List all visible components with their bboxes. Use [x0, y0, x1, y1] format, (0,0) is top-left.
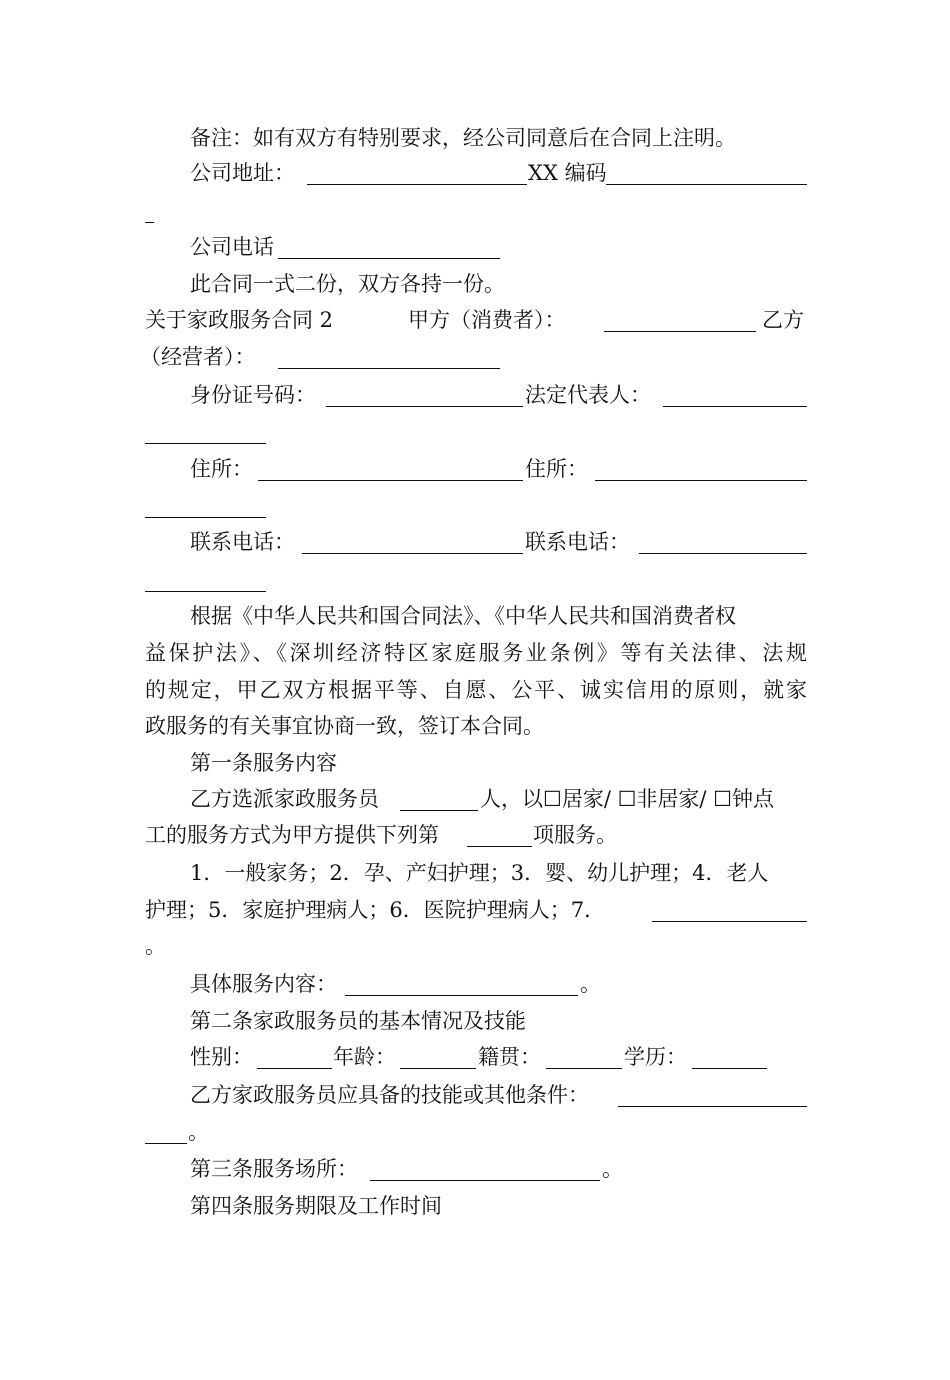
para1-line-2 — [0, 636, 950, 670]
other-service-blank[interactable] — [652, 921, 807, 922]
specific-content-end: 。 — [580, 972, 601, 996]
copies-text: 此合同一式二份，双方各持一份。 — [190, 272, 505, 296]
article1-text-1b: 人，以☐居家/ ☐非居家/ ☐钟点 — [480, 787, 774, 811]
skills-blank-continued — [0, 1115, 950, 1149]
article3-end: 。 — [602, 1157, 623, 1181]
services-text-2: 护理；5．家庭护理病人；6．医院护理病人；7． — [145, 898, 606, 922]
origin-label: 籍贯： — [478, 1045, 541, 1069]
party-b-blank[interactable] — [278, 368, 500, 369]
copies-line — [0, 267, 950, 301]
origin-blank[interactable] — [546, 1068, 622, 1069]
party-b-detail: （经营者）： — [140, 345, 256, 369]
residence-blank-continued — [0, 489, 950, 523]
xx-code-label: XX 编码 — [528, 161, 607, 185]
phone-label-b: 联系电话： — [525, 530, 630, 554]
article1-title: 第一条服务内容 — [190, 751, 337, 775]
company-phone-label: 公司电话 — [190, 235, 274, 259]
legal-rep-blank-end[interactable] — [145, 443, 266, 444]
company-address-blank[interactable] — [307, 184, 527, 185]
legal-rep-blank[interactable] — [663, 406, 807, 407]
services-text-1: 1．一般家务；2．孕、产妇护理；3．婴、幼儿护理；4．老人 — [190, 861, 769, 885]
residence-a-blank[interactable] — [258, 480, 523, 481]
specific-content-label: 具体服务内容： — [190, 972, 337, 996]
services-end-line — [0, 929, 950, 963]
article1-text-1a: 乙方选派家政服务员 — [190, 787, 379, 811]
gender-blank[interactable] — [257, 1068, 332, 1069]
article1-line-2 — [0, 818, 950, 852]
residence-b-blank[interactable] — [595, 480, 807, 481]
education-blank[interactable] — [692, 1068, 767, 1069]
xx-code-blank[interactable] — [606, 184, 807, 185]
party-b-line — [0, 340, 950, 374]
para1-text-1: 根据《中华人民共和国合同法》、《中华人民共和国消费者权 — [190, 604, 736, 628]
skills-blank[interactable] — [618, 1106, 807, 1107]
phone-b-blank-end[interactable] — [145, 591, 266, 592]
services-line-1 — [0, 856, 950, 890]
para1-line-4 — [0, 709, 950, 743]
id-label: 身份证号码： — [190, 383, 316, 407]
company-address-line — [0, 156, 950, 190]
legal-rep-label: 法定代表人： — [525, 383, 651, 407]
para1-line-1 — [0, 599, 950, 633]
article3-line — [0, 1152, 950, 1186]
phone-label-a: 联系电话： — [190, 530, 295, 554]
staff-count-blank[interactable] — [400, 810, 478, 811]
staff-info-line — [0, 1040, 950, 1074]
skills-blank-end[interactable] — [145, 1143, 187, 1144]
note-text: 备注：如有双方有特别要求，经公司同意后在合同上注明。 — [190, 126, 736, 150]
age-blank[interactable] — [400, 1068, 476, 1069]
article1-line-1 — [0, 782, 950, 816]
article3-label: 第三条服务场所： — [190, 1157, 358, 1181]
article1-title-line — [0, 746, 950, 780]
service-location-blank[interactable] — [370, 1180, 600, 1181]
residence-label-a: 住所： — [190, 457, 253, 481]
services-line-2 — [0, 893, 950, 927]
specific-content-line — [0, 967, 950, 1001]
company-phone-blank[interactable] — [278, 258, 500, 259]
company-address-label: 公司地址： — [190, 161, 295, 185]
para1-text-2: 益保护法》、《深圳经济特区家庭服务业条例》等有关法律、法规 — [145, 641, 807, 665]
party-b-label: 乙方 — [762, 308, 804, 332]
residence-label-b: 住所： — [525, 457, 588, 481]
services-end: 。 — [145, 934, 166, 958]
article4-title: 第四条服务期限及工作时间 — [190, 1194, 442, 1218]
specific-content-blank[interactable] — [345, 995, 578, 996]
xx-code-blank-continued — [0, 194, 950, 228]
phone-a-blank[interactable] — [302, 553, 523, 554]
article1-text-2a: 工的服务方式为甲方提供下列第 — [145, 823, 439, 847]
note-line — [0, 121, 950, 155]
id-line — [0, 378, 950, 412]
skills-label: 乙方家政服务员应具备的技能或其他条件： — [190, 1083, 589, 1107]
party-a-blank[interactable] — [604, 331, 756, 332]
party-a-label: 甲方（消费者）： — [408, 308, 566, 332]
para1-text-3: 的规定，甲乙双方根据平等、自愿、公平、诚实信用的原则，就家 — [145, 678, 807, 702]
gender-label: 性别： — [190, 1045, 253, 1069]
legal-rep-blank-continued — [0, 415, 950, 449]
skills-line — [0, 1078, 950, 1112]
service-item-blank[interactable] — [467, 846, 532, 847]
id-blank[interactable] — [326, 406, 523, 407]
education-label: 学历： — [624, 1045, 687, 1069]
article4-title-line — [0, 1189, 950, 1223]
phone-b-blank[interactable] — [639, 553, 807, 554]
phone-blank-continued — [0, 563, 950, 597]
article2-title-line — [0, 1004, 950, 1038]
xx-code-blank-end[interactable] — [145, 222, 154, 223]
contract2-title: 关于家政服务合同 2 — [145, 308, 334, 332]
article1-text-2b: 项服务。 — [533, 823, 617, 847]
para1-text-4: 政服务的有关事宜协商一致，签订本合同。 — [145, 714, 544, 738]
article2-title: 第二条家政服务员的基本情况及技能 — [190, 1009, 526, 1033]
para1-line-3 — [0, 673, 950, 707]
contract2-header-line — [0, 303, 950, 337]
residence-b-blank-end[interactable] — [145, 517, 266, 518]
residence-line — [0, 452, 950, 486]
skills-end: 。 — [188, 1120, 209, 1144]
phone-line — [0, 525, 950, 559]
company-phone-line — [0, 230, 950, 264]
age-label: 年龄： — [333, 1045, 396, 1069]
